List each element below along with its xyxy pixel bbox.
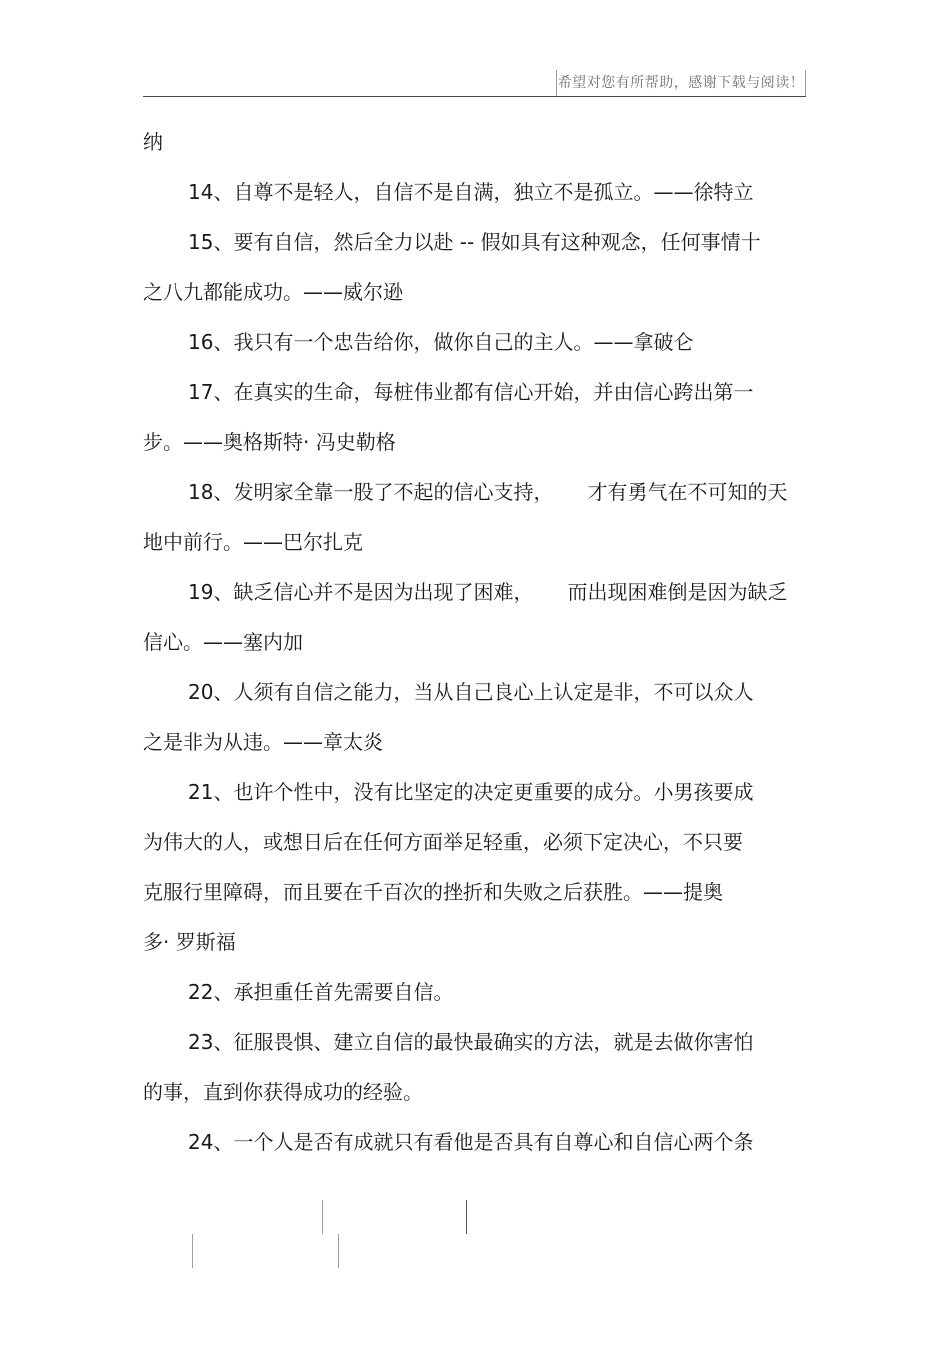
- scan-mark: [322, 1200, 323, 1234]
- header-rule: [143, 96, 806, 97]
- text-line: 地中前行。——巴尔扎克: [143, 530, 363, 554]
- text-line: 步。——奥格斯特· 冯史勒格: [143, 430, 396, 454]
- text-segment: 而出现困难倒是因为缺乏: [567, 580, 788, 604]
- text-line: 17、在真实的生命，每桩伟业都有信心开始，并由信心跨出第一: [188, 380, 754, 404]
- text-line: 多· 罗斯福: [143, 930, 236, 954]
- text-line: 的事，直到你获得成功的经验。: [143, 1080, 423, 1104]
- text-line: 克服行里障碍，而且要在千百次的挫折和失败之后获胜。——提奥: [143, 880, 723, 904]
- text-line: 纳: [143, 130, 163, 154]
- text-line: 22、承担重任首先需要自信。: [188, 980, 454, 1004]
- text-line: 14、自尊不是轻人，自信不是自满，独立不是孤立。——徐特立: [188, 180, 754, 204]
- text-line: [143, 567, 803, 617]
- text-segment: 才有勇气在不可知的天: [587, 480, 788, 504]
- scan-mark: [192, 1234, 193, 1268]
- text-segment: 18、发明家全靠一股了不起的信心支持，: [188, 480, 554, 504]
- text-line: 为伟大的人，或想日后在任何方面举足轻重，必须下定决心，不只要: [143, 830, 743, 854]
- header-banner: 希望对您有所帮助，感谢下载与阅读！: [556, 70, 806, 96]
- document-body: [143, 117, 803, 1167]
- text-line: 16、我只有一个忠告给你，做你自己的主人。——拿破仑: [188, 330, 694, 354]
- text-line: 之是非为从违。——章太炎: [143, 730, 383, 754]
- text-line: 20、人须有自信之能力，当从自己良心上认定是非，不可以众人: [188, 680, 754, 704]
- text-line: 之八九都能成功。——威尔逊: [143, 280, 403, 304]
- text-segment: 19、缺乏信心并不是因为出现了困难，: [188, 580, 534, 604]
- text-line: [143, 467, 803, 517]
- text-line: 24、一个人是否有成就只有看他是否具有自尊心和自信心两个条: [188, 1130, 754, 1154]
- text-line: 23、征服畏惧、建立自信的最快最确实的方法，就是去做你害怕: [188, 1030, 754, 1054]
- scan-mark: [466, 1200, 467, 1234]
- text-line: 15、要有自信，然后全力以赴 -- 假如具有这种观念，任何事情十: [188, 230, 761, 254]
- text-line: 信心。——塞内加: [143, 630, 303, 654]
- scan-mark: [338, 1234, 339, 1268]
- text-line: 21、也许个性中，没有比坚定的决定更重要的成分。小男孩要成: [188, 780, 754, 804]
